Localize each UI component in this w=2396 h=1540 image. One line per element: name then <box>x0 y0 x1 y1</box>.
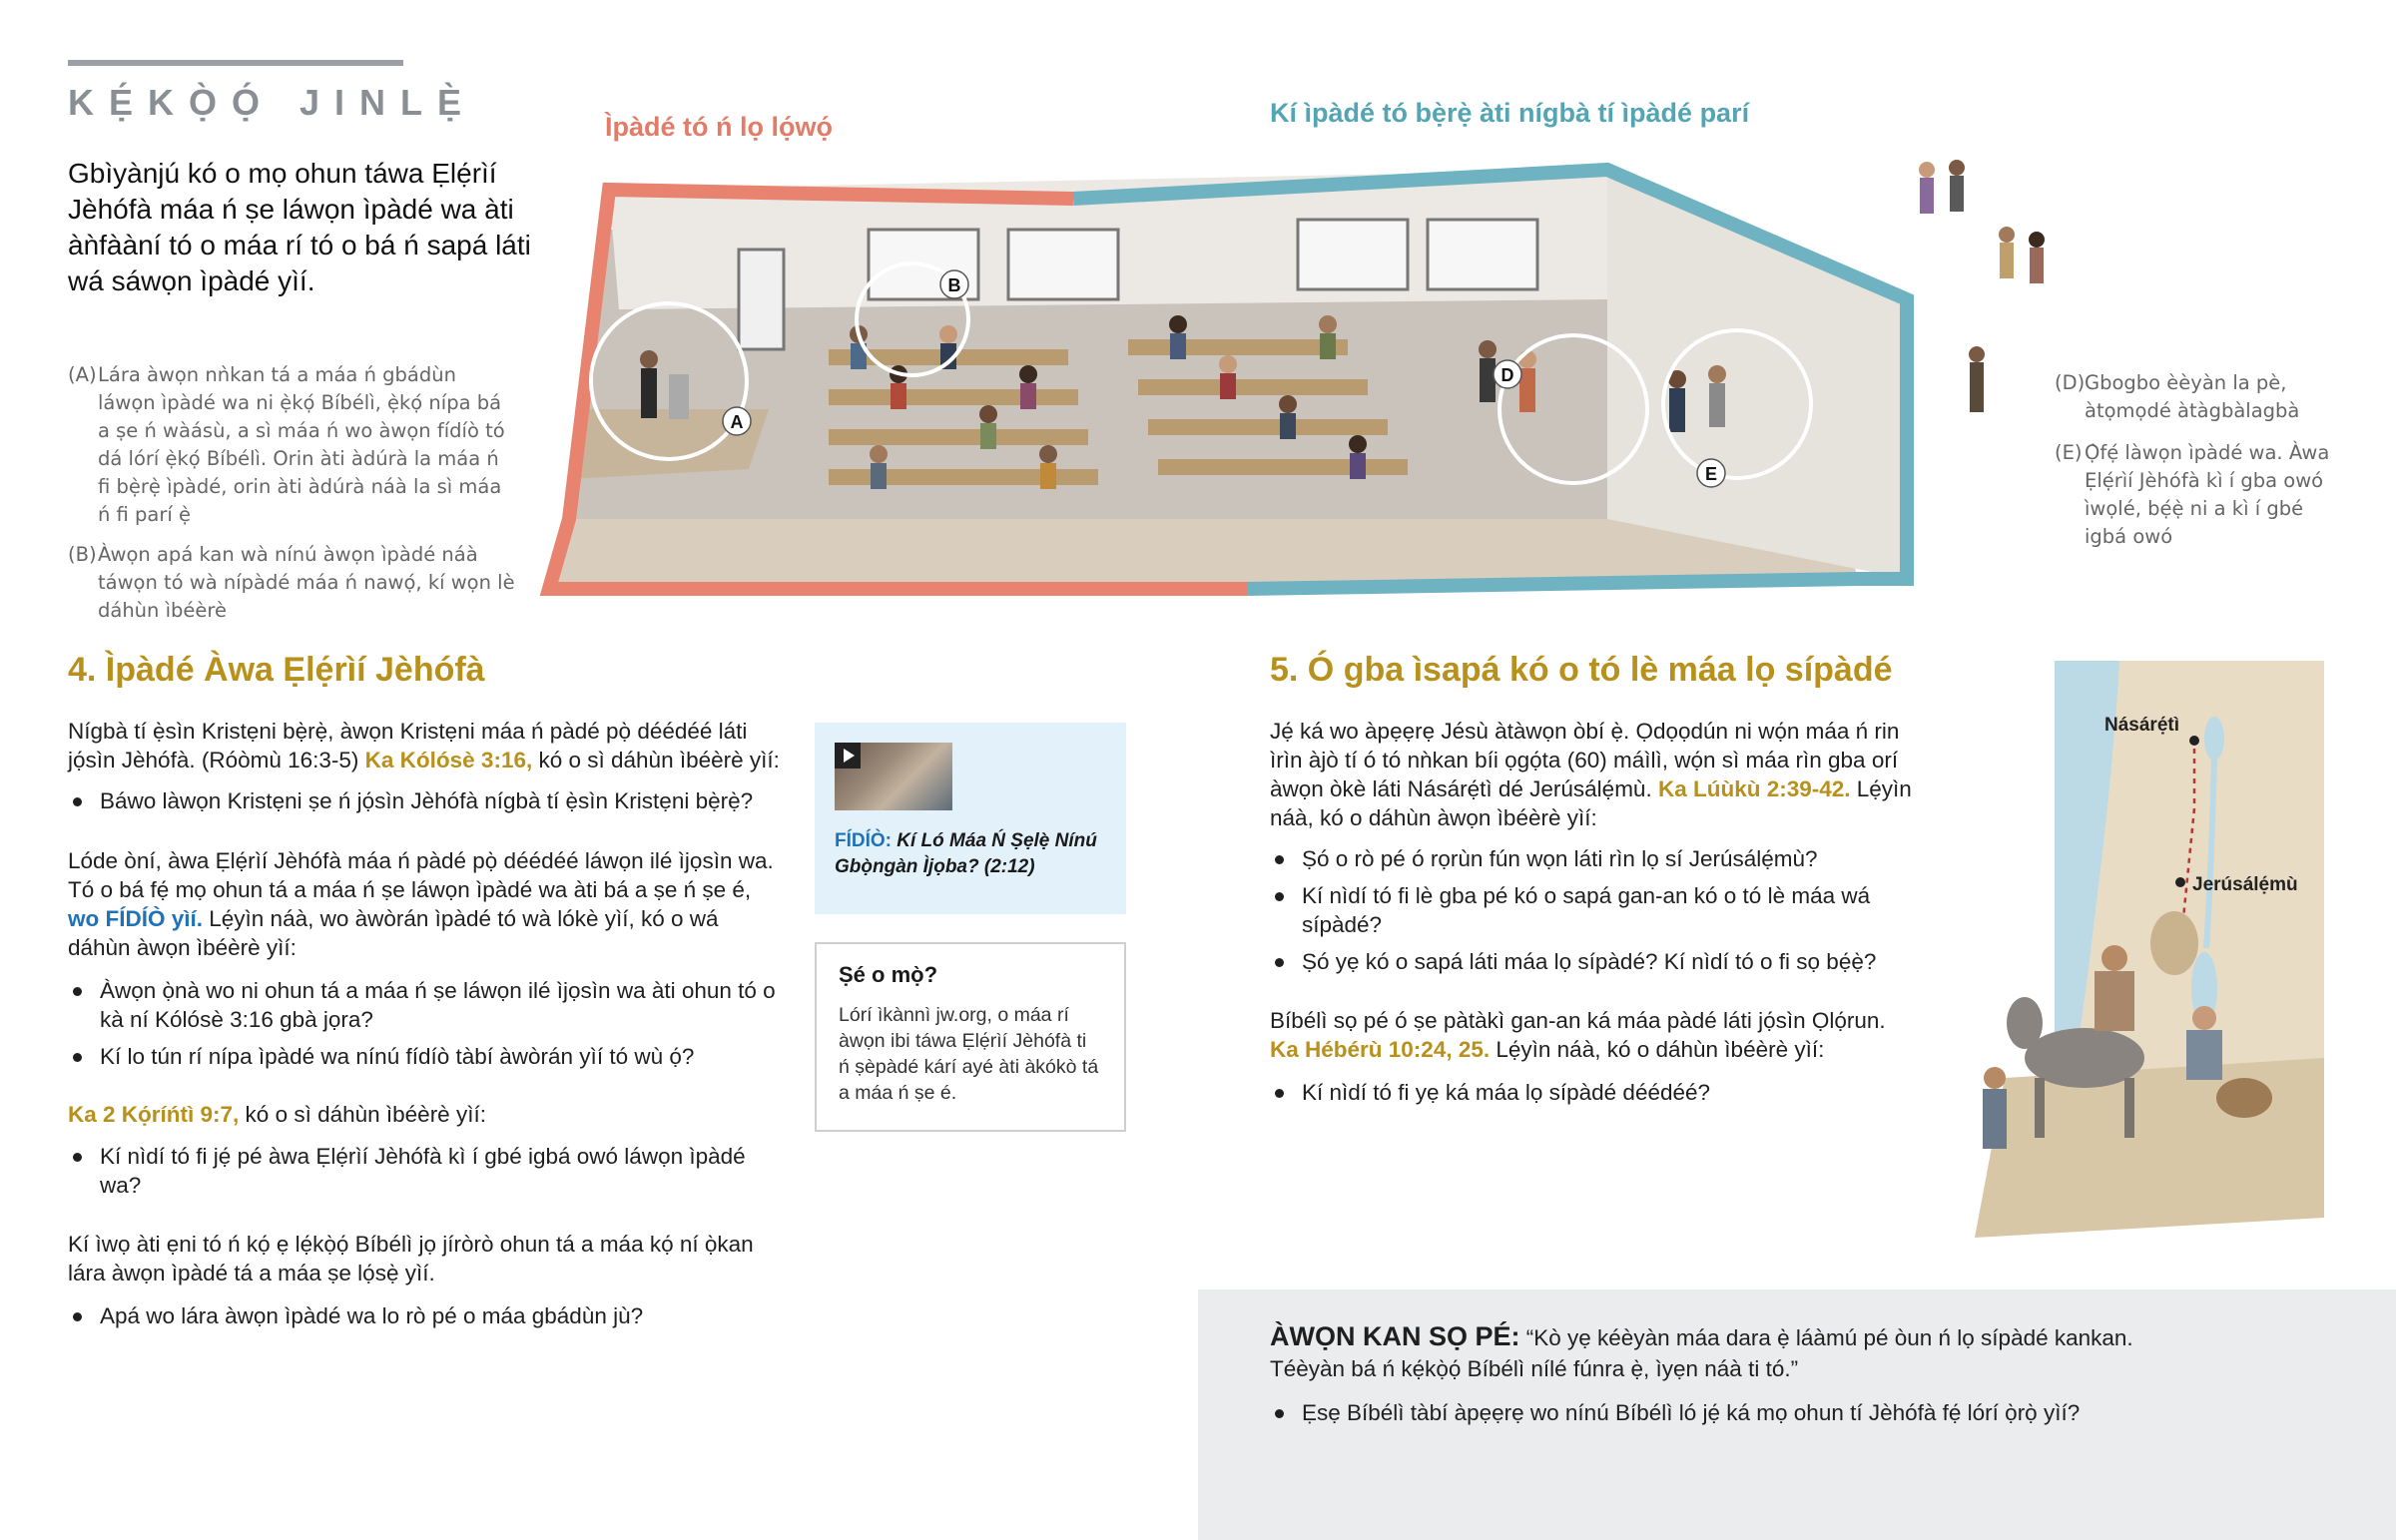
map-label-nazareth: Násárẹ́tì <box>2104 715 2179 736</box>
list-item: Báwo làwọn Kristẹni ṣe ń jọ́sìn Jèhófà nígbà tí ẹ̀sìn Kristẹni bẹ̀rẹ̀? <box>68 786 787 815</box>
section-5-p2-text: Bíbélì sọ pé ó ṣe pàtàkì gan-an ká máa pàdé láti jọ́sìn Ọlọ́run. <box>1270 1008 1886 1033</box>
sack <box>2150 911 2198 975</box>
caption-a-letter: (A) <box>68 363 97 386</box>
section-4-p2-after: Lẹ́yìn náà, wo àwòrán ìpàdé tó wà lókè yìí, kó o wá dáhùn àwọn ìbéèrè yìí: <box>68 906 719 960</box>
window <box>1428 220 1537 289</box>
some-people-say-bullets <box>1270 1398 2324 1427</box>
list-item: Kí nìdí tó fi jẹ́ pé àwa Ẹlẹ́rìí Jèhófà kì í gbé igbá owó láwọn ìpàdé wa? <box>68 1142 787 1200</box>
section-4-bullets-2 <box>68 976 787 1079</box>
list-item: Kí nìdí tó fi yẹ ká máa lọ sípàdé déédéé? <box>1270 1078 1919 1107</box>
section-4-p1-text: Nígbà tí ẹ̀sìn Kristẹni bẹ̀rẹ̀, àwọn Kristẹni máa ń pàdé pọ̀ déédéé láti jọ́sìn Jèhófà. (Róòmù 16:3-5) <box>68 719 748 772</box>
section-4-paragraph-1 <box>68 717 787 774</box>
nazareth-dot <box>2189 736 2199 746</box>
list-item: Àwọn ọ̀nà wo ni ohun tá a máa ń ṣe láwọn ilé ìjọsìn wa àti ohun tó o kà ní Kólósè 3:16 gbà jọra? <box>68 976 787 1034</box>
video-box[interactable] <box>815 723 1126 914</box>
caption-d-letter: (D) <box>2055 371 2086 394</box>
section-4-paragraph-4: Kí ìwọ àti ẹni tó ń kọ́ ẹ lẹ́kọ̀ọ́ Bíbélì jọ jíròrò ohun tá a máa kọ́ ní ọ̀kan lára àwọn ìpàdé tá a máa ṣe lọ́sẹ̀ yìí. <box>68 1232 754 1285</box>
marker-b: B <box>947 275 961 295</box>
door <box>739 250 784 349</box>
video-duration: (2:12) <box>983 856 1035 877</box>
window <box>1298 220 1408 289</box>
section-5-bullets-2 <box>1270 1078 1919 1115</box>
marker-a: A <box>730 412 744 432</box>
section-5-paragraph-2 <box>1270 1006 1919 1064</box>
caption-e-text: Ọ̀fẹ́ làwọn ìpàdé wa. Àwa Ẹlẹ́rìí Jèhófà kì í gba owó ìwọlé, bẹ́ẹ̀ ni a kì í gbé igbá owó <box>2085 441 2330 548</box>
section-4-paragraph-3 <box>68 1100 787 1129</box>
section-4-bullets-4 <box>68 1301 787 1338</box>
some-people-say-quote <box>1270 1321 2168 1384</box>
list-item: Kí nìdí tó fi lè gba pé kó o sapá gan-an kó o tó lè máa wá sípàdé? <box>1270 881 1919 939</box>
section-4-paragraph-2 <box>68 846 787 962</box>
header-rule <box>68 60 403 66</box>
some-people-say-label: ÀWỌN KAN SỌ PÉ: <box>1270 1321 1520 1351</box>
lesson-label: KẸ́KỌ̀Ọ́ JINLẸ̀ <box>68 82 477 123</box>
kingdom-hall-illustration <box>529 160 2126 619</box>
bullet-icon <box>68 1148 86 1166</box>
section-4-bullets-1 <box>68 786 787 823</box>
heading-meeting-in-progress: Ìpàdé tó ń lọ lọ́wọ́ <box>605 112 833 142</box>
list-item: Ṣó o rò pé ó rọrùn fún wọn láti rìn lọ sí Jerúsálẹ́mù? <box>1270 844 1919 873</box>
arriving-people <box>1919 160 2045 412</box>
list-item: Apá wo lára àwọn ìpàdé wa lo rò pé o máa gbádùn jù? <box>68 1301 787 1330</box>
section-5-p1-text: Jẹ́ ká wo àpẹẹrẹ Jésù àtàwọn òbí ẹ̀. Ọdọọdún ni wọ́n máa ń rin ìrìn àjò tí ó tó nǹkan bíi ọgọ́ta (60) máìlì, wọ́n sì máa rìn gba orí àwọn òkè láti Násárẹ́tì dé Jerúsálẹ́mù. <box>1270 719 1900 801</box>
bullet-icon <box>1270 1084 1288 1102</box>
list-item: Ṣó yẹ kó o sapá láti máa lọ sípàdé? Kí nìdí tó o fi sọ bẹ́ẹ̀? <box>1270 947 1919 976</box>
journey-map-illustration <box>1945 659 2334 1238</box>
caption-d-text: Gbogbo èèyàn la pè, àtọmọdé àtàgbàlagbà <box>2085 371 2300 422</box>
video-label: FÍDÍÒ: <box>835 830 892 851</box>
section-5-p2-after: Lẹ́yìn náà, kó o dáhùn ìbéèrè yìí: <box>1490 1037 1825 1062</box>
heading-before-after-meeting: Kí ìpàdé tó bẹ̀rẹ̀ àti nígbà tí ìpàdé parí <box>1270 98 1750 128</box>
marker-e: E <box>1704 464 1718 484</box>
did-you-know-text: Lórí ìkànnì jw.org, o máa rí àwọn ibi táwa Ẹlẹ́rìí Jèhófà ti ń ṣèpàdé kárí ayé àti àkókò tá a máa ń ṣe é. <box>839 1004 1099 1104</box>
section-4-p2-text: Lóde òní, àwa Ẹlẹ́rìí Jèhófà máa ń pàdé pọ̀ déédéé láwọn ilé ìjọsìn wa. Tó o bá fẹ́ mọ ohun tá a máa ń ṣe láwọn ìpàdé wa àti bá a ṣe ń ṣe é, <box>68 848 774 902</box>
section-4-bullets-3 <box>68 1142 787 1208</box>
section-5-paragraph-1 <box>1270 717 1919 832</box>
caption-a <box>68 361 517 529</box>
play-icon[interactable] <box>835 743 861 769</box>
list-item: Kí lo tún rí nípa ìpàdé wa nínú fídíò tàbí àwòrán yìí tó wù ọ́? <box>68 1042 787 1071</box>
list-item: Ẹsẹ Bíbélì tàbí àpẹẹrẹ wo nínú Bíbélì ló jẹ́ ká mọ ohun tí Jèhófà fẹ́ lórí ọ̀rọ̀ yìí? <box>1270 1398 2324 1427</box>
bullet-icon <box>1270 850 1288 868</box>
map-label-jerusalem: Jerúsálẹ́mù <box>2192 874 2298 895</box>
marker-d: D <box>1500 365 1514 385</box>
basket <box>2216 1078 2272 1118</box>
captions-left <box>68 361 517 637</box>
did-you-know-title: Ṣé o mọ̀? <box>839 962 938 987</box>
some-people-say-box <box>1198 1289 2396 1540</box>
bullet-icon <box>1270 953 1288 971</box>
scripture-link-colossians[interactable]: Ka Kólósè 3:16, <box>364 748 533 772</box>
bullet-icon <box>1270 1404 1288 1422</box>
sea-of-galilee <box>2204 717 2224 761</box>
video-thumbnail[interactable] <box>835 743 952 810</box>
intro-text: Gbìyànjú kó o mọ ohun táwa Ẹlẹ́rìí Jèhófà máa ń ṣe láwọn ìpàdé wa àti àǹfààní tó o máa rí tó o bá ń sapá láti wá sáwọn ìpàdé yìí. <box>68 158 531 296</box>
video-link[interactable]: wo FÍDÍÒ yìí. <box>68 906 204 931</box>
scripture-link-luke[interactable]: Ka Lúùkù 2:39-42. <box>1657 776 1851 801</box>
scripture-link-2-corinthians[interactable]: Ka 2 Kọ́ríńtì 9:7, <box>68 1102 240 1127</box>
caption-a-text: Lára àwọn nǹkan tá a máa ń gbádùn láwọn ìpàdé wa ni ẹ̀kọ́ Bíbélì, ẹ̀kọ́ nípa bá a ṣe ń wàásù, a sì máa ń wo àwọn fídíò tó dá lórí ẹ̀kọ́ Bíbélì. Orin àti àdúrà la máa ń fi bẹ̀rẹ̀ ìpàdé, orin àti àdúrà náà la sì máa ń fi parí ẹ̀ <box>98 363 505 526</box>
section-4-title: 4. Ìpàdé Àwa Ẹlẹ́rìí Jèhófà <box>68 651 485 689</box>
bullet-icon <box>68 1307 86 1325</box>
section-4-p3-after: kó o sì dáhùn ìbéèrè yìí: <box>239 1102 486 1127</box>
video-caption <box>835 828 1106 880</box>
section-5-p1-after: Lẹ́yìn náà, kó o dáhùn àwọn ìbéèrè yìí: <box>1270 776 1912 830</box>
caption-b-text: Àwọn apá kan wà nínú àwọn ìpàdé náà táwọn tó wà nípàdé máa ń nawọ́, kí wọn lè dáhùn ìbéèrè <box>98 543 515 622</box>
jerusalem-dot <box>2175 877 2185 887</box>
bullet-icon <box>68 792 86 810</box>
bullet-icon <box>1270 887 1288 905</box>
section-5-bullets-1 <box>1270 844 1919 984</box>
window <box>1008 230 1118 299</box>
section-4-p1-after: kó o sì dáhùn ìbéèrè yìí: <box>532 748 780 772</box>
caption-b-letter: (B) <box>68 543 97 566</box>
caption-e-letter: (E) <box>2055 441 2083 464</box>
ground <box>1975 1058 2324 1238</box>
section-5-title: 5. Ó gba ìsapá kó o tó lè máa lọ sípàdé <box>1270 651 1893 689</box>
bullet-icon <box>68 1048 86 1066</box>
did-you-know-box <box>815 942 1126 1132</box>
caption-b <box>68 541 517 625</box>
some-people-say-text: “Kò yẹ kéèyàn máa dara ẹ̀ láàmú pé òun ń lọ sípàdé kankan. Téèyàn bá ń kẹ́kọ̀ọ́ Bíbélì nílé fúnra ẹ̀, ìyẹn náà ti tó.” <box>1270 1325 2133 1381</box>
scripture-link-hebrews[interactable]: Ka Hébérù 10:24, 25. <box>1270 1037 1491 1062</box>
video-title: Kí Ló Máa Ń Ṣẹlẹ̀ Nínú Gbọ̀ngàn Ìjọba? <box>835 830 1097 877</box>
bullet-icon <box>68 982 86 1000</box>
